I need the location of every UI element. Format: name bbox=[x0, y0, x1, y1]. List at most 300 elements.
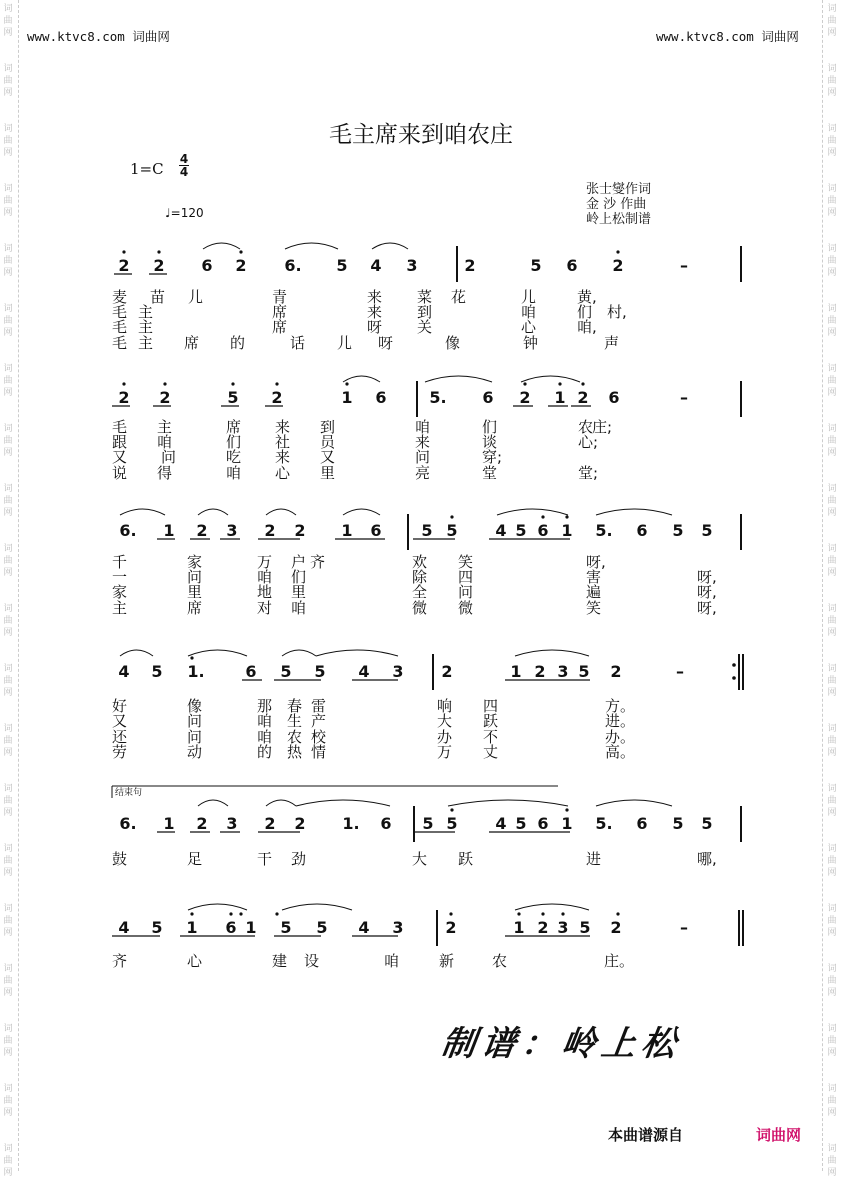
lyric-char: 儿 bbox=[188, 288, 204, 306]
lyric-char: 像 bbox=[187, 697, 203, 715]
header-url-left[interactable]: www.ktvc8.com 词曲网 bbox=[27, 29, 170, 44]
slur bbox=[120, 650, 153, 656]
watermark-glyph: 网 bbox=[3, 748, 13, 758]
lyric-char: 们 bbox=[226, 433, 242, 451]
watermark-glyph: 曲 bbox=[3, 736, 13, 746]
note: 4 bbox=[118, 662, 130, 681]
octave-dot bbox=[275, 912, 278, 915]
lyric-char: 咱 bbox=[226, 464, 242, 482]
watermark-glyph: 曲 bbox=[3, 436, 13, 446]
note: 6 bbox=[225, 918, 237, 937]
note: 5 bbox=[422, 814, 434, 833]
lyric-char: 齐 bbox=[112, 952, 128, 970]
octave-dot bbox=[565, 515, 568, 518]
watermark-glyph: 曲 bbox=[827, 316, 837, 326]
note: 5 bbox=[151, 662, 163, 681]
lyric-char: 咱 bbox=[257, 712, 273, 730]
watermark-glyph: 网 bbox=[827, 1168, 837, 1178]
note: 6. bbox=[119, 521, 137, 540]
lyric-char: 地 bbox=[257, 583, 273, 601]
note: 1 bbox=[163, 814, 175, 833]
watermark-glyph: 词 bbox=[3, 784, 13, 794]
lyric-char: 全 bbox=[412, 583, 428, 601]
watermark-glyph: 词 bbox=[827, 484, 837, 494]
repeat-dot bbox=[732, 663, 736, 667]
note: 1 bbox=[186, 918, 198, 937]
lyric-char: 咱 bbox=[257, 728, 273, 746]
watermark-glyph: 曲 bbox=[3, 676, 13, 686]
watermark-glyph: 词 bbox=[827, 1024, 837, 1034]
note: 6. bbox=[119, 814, 137, 833]
watermark-glyph: 词 bbox=[3, 4, 13, 14]
watermark-glyph: 词 bbox=[827, 364, 837, 374]
lyric-char: 庄; bbox=[592, 418, 613, 436]
lyric-char: 高。 bbox=[605, 743, 636, 761]
octave-dot bbox=[450, 808, 453, 811]
watermark-glyph: 曲 bbox=[827, 1096, 837, 1106]
note: 6 bbox=[537, 521, 549, 540]
watermark-glyph: 曲 bbox=[827, 916, 837, 926]
lyric-char: 设 bbox=[304, 952, 320, 970]
octave-dot bbox=[345, 382, 348, 385]
lyric-char: 方。 bbox=[605, 697, 636, 715]
note: – bbox=[680, 388, 688, 407]
lyric-char: 农 bbox=[287, 728, 303, 746]
lyric-char: 的 bbox=[230, 334, 246, 352]
lyric-char: 遍 bbox=[586, 583, 602, 601]
note: 5 bbox=[336, 256, 348, 275]
lyric-char: 话 bbox=[290, 334, 306, 352]
watermark-glyph: 网 bbox=[3, 928, 13, 938]
note: 5 bbox=[701, 521, 713, 540]
lyric-char: 来 bbox=[275, 418, 291, 436]
lyric-char: 们 bbox=[482, 418, 498, 436]
lyric-char: 呀, bbox=[586, 553, 606, 571]
note: 6 bbox=[370, 521, 382, 540]
slur bbox=[188, 904, 247, 910]
watermark-glyph: 词 bbox=[827, 664, 837, 674]
watermark-glyph: 网 bbox=[3, 28, 13, 38]
slur bbox=[343, 509, 380, 515]
watermark-glyph: 词 bbox=[3, 1144, 13, 1154]
note: 5 bbox=[515, 814, 527, 833]
watermark-glyph: 词 bbox=[827, 844, 837, 854]
lyric-char: 们 bbox=[577, 303, 593, 321]
slur bbox=[188, 650, 247, 656]
note: 2 bbox=[534, 662, 546, 681]
watermark-glyph: 网 bbox=[827, 868, 837, 878]
watermark-glyph: 网 bbox=[3, 508, 13, 518]
note: 1. bbox=[187, 662, 205, 681]
watermark-glyph: 网 bbox=[3, 448, 13, 458]
note: 2 bbox=[196, 814, 208, 833]
lyric-char: 亮 bbox=[415, 464, 431, 482]
note: 4 bbox=[358, 918, 370, 937]
lyric-char: 办。 bbox=[605, 728, 636, 746]
watermark-glyph: 网 bbox=[3, 1048, 13, 1058]
slur bbox=[596, 800, 672, 806]
octave-dot bbox=[565, 808, 568, 811]
lyric-char: 咱 bbox=[291, 599, 307, 617]
watermark-glyph: 曲 bbox=[827, 976, 837, 986]
watermark-glyph: 网 bbox=[3, 268, 13, 278]
note: 5 bbox=[314, 662, 326, 681]
note: 5 bbox=[578, 662, 590, 681]
note: 4 bbox=[495, 814, 507, 833]
lyric-char: 社 bbox=[275, 433, 291, 451]
note: 5 bbox=[672, 814, 684, 833]
note: 2 bbox=[519, 388, 531, 407]
note: 5 bbox=[280, 918, 292, 937]
note: 6 bbox=[380, 814, 392, 833]
lyric-char: 一 bbox=[112, 568, 128, 586]
lyric-char: 咱 bbox=[521, 303, 537, 321]
lyric-char: 劳 bbox=[112, 743, 128, 761]
watermark-glyph: 网 bbox=[3, 628, 13, 638]
lyric-char: 毛 bbox=[112, 318, 128, 336]
lyric-char: 堂 bbox=[482, 464, 498, 482]
octave-dot bbox=[561, 912, 564, 915]
lyric-char: 堂; bbox=[578, 464, 599, 482]
lyric-char: 生 bbox=[287, 712, 303, 730]
lyric-char: 心; bbox=[578, 433, 599, 451]
watermark-glyph: 曲 bbox=[827, 736, 837, 746]
lyric-char: 除 bbox=[412, 568, 428, 586]
octave-dot bbox=[616, 912, 619, 915]
time-signature-top: 4 bbox=[179, 152, 189, 166]
note: 5 bbox=[446, 521, 458, 540]
lyric-char: 毛 bbox=[112, 303, 128, 321]
lyric-char: 万 bbox=[437, 743, 453, 761]
note: 2 bbox=[610, 662, 622, 681]
note: 2 bbox=[159, 388, 171, 407]
note: 2 bbox=[441, 662, 453, 681]
source-brand-link[interactable]: 词曲网 bbox=[756, 1126, 802, 1144]
lyric-char: 齐 bbox=[310, 553, 326, 571]
watermark-glyph: 词 bbox=[3, 484, 13, 494]
watermark-glyph: 词 bbox=[3, 964, 13, 974]
watermark-glyph: 曲 bbox=[827, 136, 837, 146]
lyric-char: 钟 bbox=[523, 334, 539, 352]
lyric-char: 又 bbox=[112, 712, 128, 730]
octave-dot bbox=[275, 382, 278, 385]
lyric-char: 菜 bbox=[417, 288, 433, 306]
lyric-char: 来 bbox=[415, 433, 431, 451]
watermark-glyph: 词 bbox=[3, 544, 13, 554]
watermark-glyph: 曲 bbox=[3, 856, 13, 866]
note: 1 bbox=[163, 521, 175, 540]
lyric-char: 吃 bbox=[226, 448, 242, 466]
slur bbox=[198, 509, 228, 515]
lyric-char: 家 bbox=[112, 583, 128, 601]
lyric-char: 到 bbox=[320, 418, 336, 436]
lyric-char: 农 bbox=[492, 952, 508, 970]
lyric-char: 们 bbox=[291, 568, 307, 586]
lyric-char: 心 bbox=[521, 318, 537, 336]
watermark-glyph: 词 bbox=[3, 1084, 13, 1094]
watermark-glyph: 词 bbox=[827, 964, 837, 974]
watermark-glyph: 网 bbox=[827, 928, 837, 938]
lyric-char: 农 bbox=[578, 418, 594, 436]
watermark-glyph: 曲 bbox=[827, 856, 837, 866]
note: 5 bbox=[227, 388, 239, 407]
watermark-glyph: 词 bbox=[827, 424, 837, 434]
lyric-char: 笑 bbox=[458, 553, 474, 571]
lyric-char: 产 bbox=[311, 712, 327, 730]
watermark-glyph: 曲 bbox=[3, 16, 13, 26]
note: 3 bbox=[226, 814, 238, 833]
watermark-glyph: 网 bbox=[827, 688, 837, 698]
lyric-char: 席 bbox=[184, 334, 200, 352]
watermark-glyph: 网 bbox=[3, 568, 13, 578]
note: 2 bbox=[153, 256, 165, 275]
lyric-char: 鼓 bbox=[112, 850, 128, 868]
watermark-glyph: 词 bbox=[3, 904, 13, 914]
watermark-glyph: 词 bbox=[3, 424, 13, 434]
watermark-glyph: 词 bbox=[827, 784, 837, 794]
watermark-glyph: 词 bbox=[3, 724, 13, 734]
note: 5 bbox=[421, 521, 433, 540]
note: 5 bbox=[446, 814, 458, 833]
octave-dot bbox=[239, 250, 242, 253]
watermark-glyph: 词 bbox=[827, 304, 837, 314]
lyric-char: 问 bbox=[187, 728, 203, 746]
watermark-glyph: 词 bbox=[827, 64, 837, 74]
lyric-char: 春 bbox=[287, 697, 303, 715]
lyric-char: 热 bbox=[287, 743, 303, 761]
lyric-char: 动 bbox=[187, 743, 203, 761]
watermark-glyph: 词 bbox=[827, 244, 837, 254]
watermark-glyph: 网 bbox=[827, 328, 837, 338]
lyric-char: 万 bbox=[257, 553, 273, 571]
note: 2 bbox=[118, 388, 130, 407]
note: 2 bbox=[271, 388, 283, 407]
watermark-glyph: 词 bbox=[3, 604, 13, 614]
lyric-char: 咱 bbox=[415, 418, 431, 436]
slur bbox=[282, 904, 352, 910]
watermark-glyph: 词 bbox=[3, 244, 13, 254]
slur bbox=[515, 650, 589, 656]
octave-dot bbox=[122, 382, 125, 385]
watermark-glyph: 曲 bbox=[3, 196, 13, 206]
watermark-glyph: 曲 bbox=[3, 76, 13, 86]
watermark-glyph: 网 bbox=[3, 328, 13, 338]
watermark-glyph: 曲 bbox=[3, 1036, 13, 1046]
note: 5. bbox=[429, 388, 447, 407]
lyric-char: 说 bbox=[112, 464, 128, 482]
song-title: 毛主席来到咱农庄 bbox=[329, 122, 513, 148]
octave-dot bbox=[450, 515, 453, 518]
octave-dot bbox=[449, 912, 452, 915]
watermark-glyph: 曲 bbox=[827, 556, 837, 566]
lyric-char: 新 bbox=[439, 952, 455, 970]
watermark-glyph: 词 bbox=[3, 64, 13, 74]
lyric-char: 咱 bbox=[257, 568, 273, 586]
watermark-glyph: 曲 bbox=[3, 556, 13, 566]
lyric-char: 席 bbox=[226, 418, 242, 436]
watermark-glyph: 词 bbox=[827, 724, 837, 734]
note: 6 bbox=[608, 388, 620, 407]
credit-lyricist: 张士燮作词 bbox=[586, 182, 652, 197]
note: 3 bbox=[392, 662, 404, 681]
note: 5 bbox=[280, 662, 292, 681]
slur bbox=[266, 509, 296, 515]
header-url-right[interactable]: www.ktvc8.com 词曲网 bbox=[656, 29, 799, 44]
note: 6 bbox=[636, 814, 648, 833]
slur bbox=[285, 243, 338, 249]
lyric-char: 办 bbox=[437, 728, 453, 746]
watermark-glyph: 词 bbox=[827, 1144, 837, 1154]
note: 2 bbox=[264, 814, 276, 833]
slur bbox=[316, 650, 398, 656]
watermark-glyph: 词 bbox=[827, 904, 837, 914]
watermark-glyph: 曲 bbox=[3, 256, 13, 266]
octave-dot bbox=[558, 382, 561, 385]
note: 1 bbox=[341, 388, 353, 407]
note: – bbox=[680, 918, 688, 937]
note: 1 bbox=[561, 521, 573, 540]
lyric-char: 微 bbox=[412, 599, 428, 617]
note: 3 bbox=[392, 918, 404, 937]
slur bbox=[203, 243, 240, 249]
watermark-glyph: 曲 bbox=[827, 616, 837, 626]
note: 5 bbox=[530, 256, 542, 275]
lyric-char: 到 bbox=[417, 303, 433, 321]
note: 5 bbox=[151, 918, 163, 937]
lyric-char: 黄, bbox=[577, 288, 597, 306]
slur bbox=[515, 904, 589, 910]
note: 2 bbox=[577, 388, 589, 407]
note: 5 bbox=[701, 814, 713, 833]
lyric-char: 花 bbox=[451, 288, 467, 306]
watermark-glyph: 曲 bbox=[827, 16, 837, 26]
watermark-glyph: 词 bbox=[3, 184, 13, 194]
octave-dot bbox=[157, 250, 160, 253]
slur bbox=[343, 376, 380, 382]
lyric-char: 呀, bbox=[697, 599, 717, 617]
watermark-glyph: 网 bbox=[3, 148, 13, 158]
lyric-char: 来 bbox=[367, 303, 383, 321]
lyric-char: 好 bbox=[112, 697, 128, 715]
note: 5 bbox=[672, 521, 684, 540]
octave-dot bbox=[239, 912, 242, 915]
watermark-glyph: 网 bbox=[827, 88, 837, 98]
lyric-char: 咱 bbox=[384, 952, 400, 970]
watermark-glyph: 曲 bbox=[3, 496, 13, 506]
lyric-char: 微 bbox=[458, 599, 474, 617]
octave-dot bbox=[122, 250, 125, 253]
lyric-char: 问 bbox=[458, 583, 474, 601]
slur bbox=[521, 376, 580, 382]
lyric-char: 问 bbox=[415, 448, 431, 466]
note: 1 bbox=[510, 662, 522, 681]
watermark-glyph: 曲 bbox=[3, 1096, 13, 1106]
lyric-char: 谈 bbox=[482, 433, 498, 451]
note: 4 bbox=[358, 662, 370, 681]
lyric-char: 那 bbox=[257, 697, 273, 715]
slur bbox=[198, 800, 228, 806]
watermark-glyph: 曲 bbox=[827, 76, 837, 86]
watermark-glyph: 曲 bbox=[3, 376, 13, 386]
note: 2 bbox=[196, 521, 208, 540]
note: 2 bbox=[612, 256, 624, 275]
lyric-char: 还 bbox=[112, 728, 128, 746]
lyric-char: 得 bbox=[157, 464, 173, 482]
watermark-glyph: 曲 bbox=[3, 616, 13, 626]
lyric-char: 劲 bbox=[291, 850, 307, 868]
watermark-glyph: 曲 bbox=[3, 316, 13, 326]
lyric-char: 像 bbox=[445, 334, 461, 352]
watermark-glyph: 曲 bbox=[827, 796, 837, 806]
watermark-glyph: 网 bbox=[827, 568, 837, 578]
lyric-char: 来 bbox=[275, 448, 291, 466]
source-label: 本曲谱源自 bbox=[608, 1126, 684, 1144]
watermark-glyph: 网 bbox=[827, 388, 837, 398]
watermark-glyph: 网 bbox=[827, 628, 837, 638]
slur bbox=[372, 243, 408, 249]
lyric-char: 的 bbox=[257, 743, 273, 761]
time-signature-bottom: 4 bbox=[179, 165, 189, 179]
note: 2 bbox=[294, 521, 306, 540]
lyric-char: 家 bbox=[187, 553, 203, 571]
octave-dot bbox=[231, 382, 234, 385]
lyric-char: 对 bbox=[257, 599, 273, 617]
watermark-glyph: 网 bbox=[827, 1108, 837, 1118]
lyric-char: 害 bbox=[586, 568, 602, 586]
lyric-char: 来 bbox=[367, 288, 383, 306]
lyric-char: 呀, bbox=[697, 568, 717, 586]
octave-dot bbox=[541, 912, 544, 915]
watermark-glyph: 曲 bbox=[3, 916, 13, 926]
note: 2 bbox=[235, 256, 247, 275]
note: 6 bbox=[201, 256, 213, 275]
note: 5 bbox=[515, 521, 527, 540]
lyric-char: 庄。 bbox=[604, 952, 635, 970]
watermark-glyph: 词 bbox=[827, 604, 837, 614]
octave-dot bbox=[616, 250, 619, 253]
slur bbox=[282, 650, 316, 656]
tempo-marking: ♩=120 bbox=[165, 206, 204, 220]
note: 5. bbox=[595, 521, 613, 540]
note: 5 bbox=[316, 918, 328, 937]
watermark-glyph: 曲 bbox=[3, 796, 13, 806]
lyric-char: 笑 bbox=[586, 599, 602, 617]
lyric-char: 问 bbox=[187, 712, 203, 730]
watermark-glyph: 曲 bbox=[827, 1156, 837, 1166]
lyric-char: 又 bbox=[112, 448, 128, 466]
lyric-char: 跃 bbox=[483, 712, 499, 730]
lyric-char: 声 bbox=[604, 334, 620, 352]
note: 4 bbox=[118, 918, 130, 937]
note: 6. bbox=[284, 256, 302, 275]
repeat-dot bbox=[732, 676, 736, 680]
octave-dot bbox=[229, 912, 232, 915]
credit-composer: 金 沙 作曲 bbox=[586, 197, 647, 212]
watermark-glyph: 网 bbox=[3, 688, 13, 698]
slur bbox=[596, 509, 672, 515]
watermark-glyph: 网 bbox=[3, 388, 13, 398]
watermark-glyph: 网 bbox=[827, 808, 837, 818]
lyric-char: 主 bbox=[138, 334, 154, 352]
watermark-glyph: 网 bbox=[827, 988, 837, 998]
lyric-char: 里 bbox=[187, 583, 203, 601]
lyric-char: 村, bbox=[607, 303, 627, 321]
note: 2 bbox=[294, 814, 306, 833]
note: 3 bbox=[406, 256, 418, 275]
watermark-glyph: 网 bbox=[827, 1048, 837, 1058]
lyric-char: 呀 bbox=[378, 334, 394, 352]
note: 5. bbox=[595, 814, 613, 833]
